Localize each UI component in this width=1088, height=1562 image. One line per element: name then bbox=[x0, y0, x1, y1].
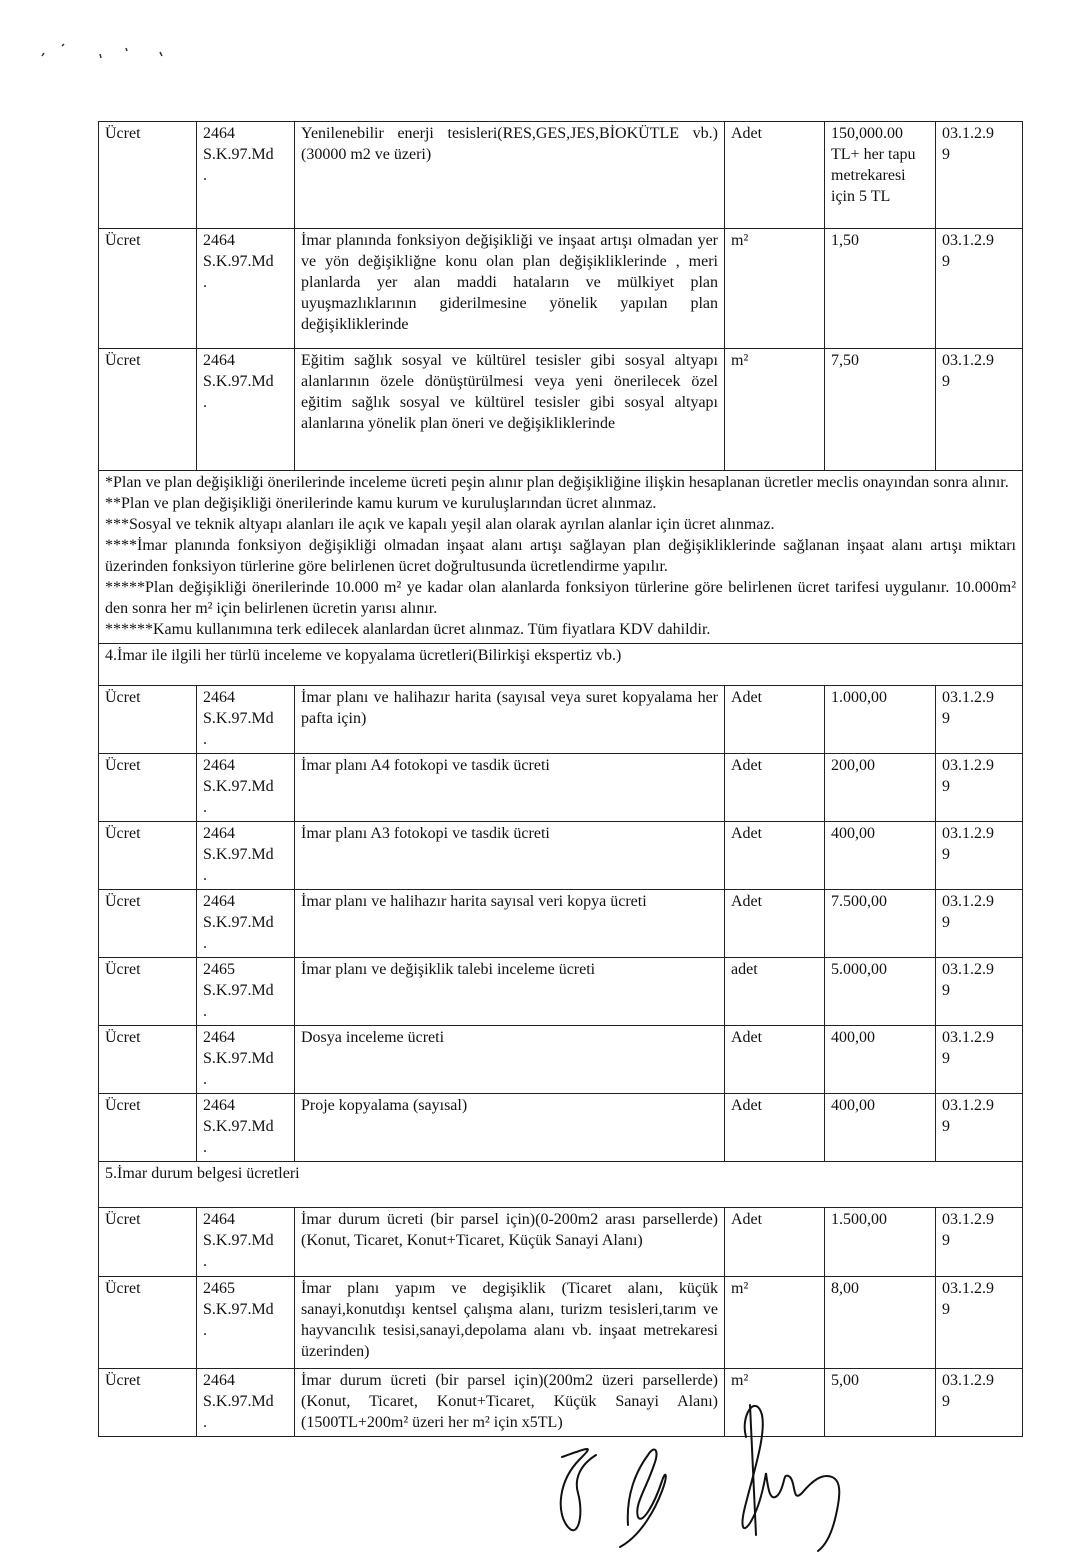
fee-unit: Adet bbox=[725, 890, 825, 958]
fee-description: İmar durum ücreti (bir parsel için)(200m2 üzeri parsellerde) (Konut, Ticaret, Konut+Ticaret, Küçük Sanayi Alanı) (1500TL+200m² üzeri her m² için x5TL) bbox=[295, 1369, 725, 1437]
table-row bbox=[99, 890, 1023, 958]
section-5-title: 5.İmar durum belgesi ücretleri bbox=[99, 1162, 1023, 1208]
fee-type: Ücret bbox=[99, 686, 197, 754]
fee-price: 1.000,00 bbox=[825, 686, 936, 754]
table-row bbox=[99, 754, 1023, 822]
law-reference: 2464 S.K.97.Md . bbox=[197, 890, 295, 958]
fee-price: 7.500,00 bbox=[825, 890, 936, 958]
law-reference: 2464 S.K.97.Md . bbox=[197, 686, 295, 754]
table-row bbox=[99, 122, 1023, 229]
fee-type: Ücret bbox=[99, 229, 197, 349]
fee-type: Ücret bbox=[99, 1026, 197, 1094]
fee-unit: Adet bbox=[725, 754, 825, 822]
budget-code: 03.1.2.9 9 bbox=[936, 349, 1023, 471]
fee-type: Ücret bbox=[99, 754, 197, 822]
table-row bbox=[99, 686, 1023, 754]
note-6: ******Kamu kullanımına terk edilecek alanlardan ücret alınmaz. Tüm fiyatlara KDV dahildir. bbox=[105, 621, 711, 638]
law-reference: 2464 S.K.97.Md . bbox=[197, 822, 295, 890]
law-reference: 2464 S.K.97.Md . bbox=[197, 349, 295, 471]
fee-price: 400,00 bbox=[825, 822, 936, 890]
note-5: *****Plan değişikliği önerilerinde 10.000 m² ye kadar olan alanlarda fonksiyon türlerine göre belirlenen ücret tarifesi uygulanır. 10.000m² den sonra her m² için belirlenen ücretin yarısı alınır. bbox=[105, 579, 1016, 617]
budget-code: 03.1.2.9 9 bbox=[936, 822, 1023, 890]
table-row bbox=[99, 1026, 1023, 1094]
fee-unit: Adet bbox=[725, 686, 825, 754]
fee-price: 5,00 bbox=[825, 1369, 936, 1437]
fee-price: 1,50 bbox=[825, 229, 936, 349]
fee-description: İmar durum ücreti (bir parsel için)(0-200m2 arası parsellerde) (Konut, Ticaret, Konut+Ticaret, Küçük Sanayi Alanı) bbox=[295, 1208, 725, 1277]
fee-type: Ücret bbox=[99, 349, 197, 471]
notes-block bbox=[99, 471, 1023, 644]
table-row bbox=[99, 1208, 1023, 1277]
fee-type: Ücret bbox=[99, 122, 197, 229]
fee-type: Ücret bbox=[99, 1094, 197, 1162]
note-1: *Plan ve plan değişikliği önerilerinde inceleme ücreti peşin alınır plan değişikliğine ilişkin hesaplanan ücretler meclis onayından sonra alınır. bbox=[105, 474, 1009, 491]
table-row bbox=[99, 822, 1023, 890]
fee-type: Ücret bbox=[99, 822, 197, 890]
fee-type: Ücret bbox=[99, 1277, 197, 1369]
budget-code: 03.1.2.9 9 bbox=[936, 890, 1023, 958]
fee-unit: m² bbox=[725, 229, 825, 349]
fee-description: İmar planı ve halihazır harita sayısal veri kopya ücreti bbox=[295, 890, 725, 958]
law-reference: 2465 S.K.97.Md . bbox=[197, 1277, 295, 1369]
fee-description: İmar planı A4 fotokopi ve tasdik ücreti bbox=[295, 754, 725, 822]
scan-marks bbox=[36, 38, 176, 62]
table-row bbox=[99, 1277, 1023, 1369]
fee-unit: m² bbox=[725, 1277, 825, 1369]
fee-description: İmar planında fonksiyon değişikliği ve inşaat artışı olmadan yer ve yön değişikliğne konu olan plan değişikliklerinde , meri planlarda yer alan maddi hataların ve mülkiyet plan uyuşmazlıklarının giderilmesine yönelik yapılan plan değişikliklerinde bbox=[295, 229, 725, 349]
handwritten-signatures bbox=[550, 1385, 880, 1555]
fee-type: Ücret bbox=[99, 890, 197, 958]
budget-code: 03.1.2.9 9 bbox=[936, 1094, 1023, 1162]
budget-code: 03.1.2.9 9 bbox=[936, 229, 1023, 349]
table-row bbox=[99, 349, 1023, 471]
law-reference: 2464 S.K.97.Md . bbox=[197, 122, 295, 229]
table-row bbox=[99, 1094, 1023, 1162]
budget-code: 03.1.2.9 9 bbox=[936, 1208, 1023, 1277]
fee-unit: Adet bbox=[725, 1208, 825, 1277]
law-reference: 2464 S.K.97.Md . bbox=[197, 1208, 295, 1277]
section-4-title: 4.İmar ile ilgili her türlü inceleme ve kopyalama ücretleri(Bilirkişi ekspertiz vb.) bbox=[99, 644, 1023, 686]
fee-type: Ücret bbox=[99, 958, 197, 1026]
law-reference: 2464 S.K.97.Md . bbox=[197, 1094, 295, 1162]
note-2: **Plan ve plan değişikliği önerilerinde kamu kurum ve kuruluşlarından ücret alınmaz. bbox=[105, 495, 657, 512]
law-reference: 2464 S.K.97.Md . bbox=[197, 754, 295, 822]
section-row bbox=[99, 1162, 1023, 1208]
fee-price: 400,00 bbox=[825, 1026, 936, 1094]
law-reference: 2465 S.K.97.Md . bbox=[197, 958, 295, 1026]
fee-price: 400,00 bbox=[825, 1094, 936, 1162]
fee-unit: m² bbox=[725, 349, 825, 471]
fee-price: 200,00 bbox=[825, 754, 936, 822]
law-reference: 2464 S.K.97.Md . bbox=[197, 229, 295, 349]
fee-price: 8,00 bbox=[825, 1277, 936, 1369]
fee-table bbox=[98, 121, 1023, 1437]
budget-code: 03.1.2.9 9 bbox=[936, 1026, 1023, 1094]
fee-type: Ücret bbox=[99, 1369, 197, 1437]
fee-description: İmar planı ve halihazır harita (sayısal veya suret kopyalama her pafta için) bbox=[295, 686, 725, 754]
fee-description: Proje kopyalama (sayısal) bbox=[295, 1094, 725, 1162]
fee-price: 5.000,00 bbox=[825, 958, 936, 1026]
fee-unit: Adet bbox=[725, 822, 825, 890]
note-3: ***Sosyal ve teknik altyapı alanları ile açık ve kapalı yeşil alan olarak ayrılan alanlar için ücret alınmaz. bbox=[105, 516, 775, 533]
section-row bbox=[99, 644, 1023, 686]
fee-description: İmar planı ve değişiklik talebi inceleme ücreti bbox=[295, 958, 725, 1026]
fee-description: Eğitim sağlık sosyal ve kültürel tesisler gibi sosyal altyapı alanlarının özele dönüştürülmesi veya yeni önerilecek özel eğitim sağlık sosyal ve kültürel tesisler gibi sosyal altyapı alanlarına yönelik plan öneri ve değişikliklerinde bbox=[295, 349, 725, 471]
table-row bbox=[99, 958, 1023, 1026]
fee-unit: Adet bbox=[725, 122, 825, 229]
fee-unit: m² bbox=[725, 1369, 825, 1437]
budget-code: 03.1.2.9 9 bbox=[936, 122, 1023, 229]
note-4: ****İmar planında fonksiyon değişikliği olmadan inşaat alanı artışı sağlayan plan değişikliklerinde sağlanan inşaat alanı artışı miktarı üzerinden fonksiyon türlerine göre belirlenen ücret doğrultusunda ücretlendirme yapılır. bbox=[105, 537, 1016, 575]
law-reference: 2464 S.K.97.Md . bbox=[197, 1369, 295, 1437]
fee-price: 150,000.00 TL+ her tapu metrekaresi için 5 TL bbox=[825, 122, 936, 229]
budget-code: 03.1.2.9 9 bbox=[936, 1277, 1023, 1369]
notes-row bbox=[99, 471, 1023, 644]
fee-unit: Adet bbox=[725, 1094, 825, 1162]
fee-unit: Adet bbox=[725, 1026, 825, 1094]
table-row bbox=[99, 229, 1023, 349]
fee-type: Ücret bbox=[99, 1208, 197, 1277]
budget-code: 03.1.2.9 9 bbox=[936, 686, 1023, 754]
fee-unit: adet bbox=[725, 958, 825, 1026]
fee-description: Dosya inceleme ücreti bbox=[295, 1026, 725, 1094]
fee-price: 1.500,00 bbox=[825, 1208, 936, 1277]
fee-description: İmar planı yapım ve degişiklik (Ticaret alanı, küçük sanayi,konutdışı kentsel çalışma alanı, turizm tesisleri,tarım ve hayvancılık tesisi,sanayi,depolama alanı vb. inşaat metrekaresi üzerinden) bbox=[295, 1277, 725, 1369]
budget-code: 03.1.2.9 9 bbox=[936, 754, 1023, 822]
fee-description: Yenilenebilir enerji tesisleri(RES,GES,JES,BİOKÜTLE vb.) (30000 m2 ve üzeri) bbox=[295, 122, 725, 229]
fee-description: İmar planı A3 fotokopi ve tasdik ücreti bbox=[295, 822, 725, 890]
law-reference: 2464 S.K.97.Md . bbox=[197, 1026, 295, 1094]
fee-price: 7,50 bbox=[825, 349, 936, 471]
budget-code: 03.1.2.9 9 bbox=[936, 958, 1023, 1026]
budget-code: 03.1.2.9 9 bbox=[936, 1369, 1023, 1437]
